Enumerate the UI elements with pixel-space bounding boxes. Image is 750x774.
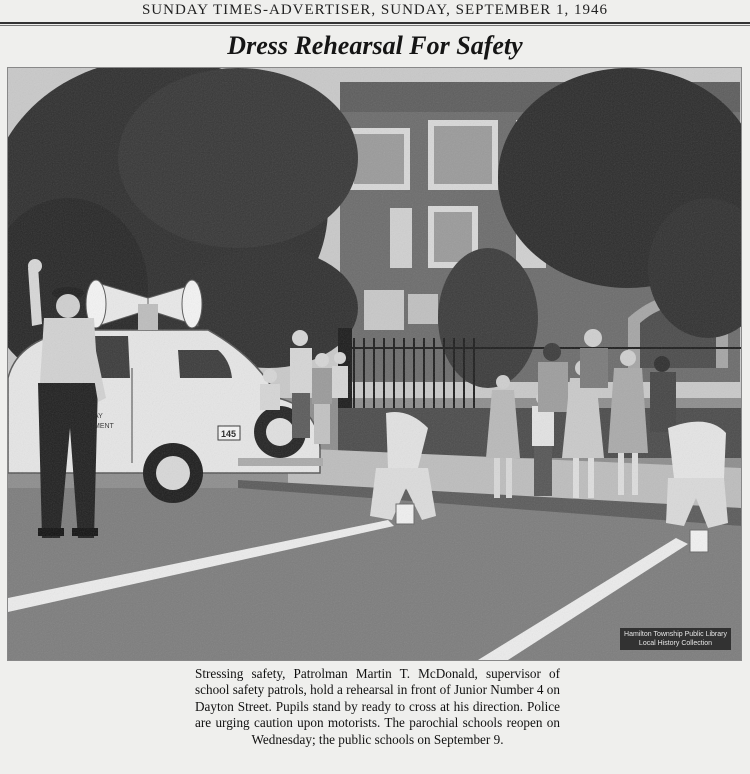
- credit-line-2: Local History Collection: [638, 640, 713, 647]
- photo-caption: Stressing safety, Patrolman Martin T. McDonald, supervisor of school safety patrols, hold a rehearsal in front of Junior Number 4 on Dayton Street. Pupils stand by ready to cross at his direction. Police are urging caution upon motorists. The parochial schools reopen on Wednesday; the public schools on September 9.: [195, 666, 560, 747]
- photo-illustration: [8, 68, 741, 660]
- newspaper-masthead: [0, 0, 750, 24]
- credit-line-1: Hamilton Township Public Library: [624, 631, 727, 638]
- film-grain: [8, 68, 741, 660]
- news-photograph: [7, 67, 742, 661]
- library-credit-stamp: [620, 628, 731, 650]
- masthead-text: SUNDAY TIMES-ADVERTISER, SUNDAY, SEPTEMBER 1, 1946: [141, 2, 609, 18]
- article-headline: Dress Rehearsal For Safety: [227, 31, 523, 60]
